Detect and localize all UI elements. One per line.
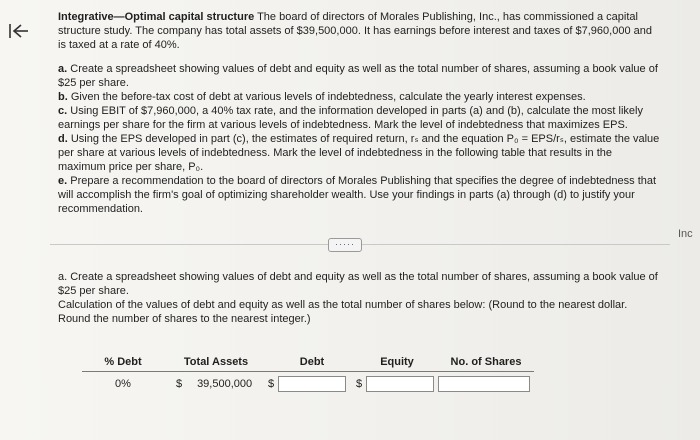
debt-dollar-sign: $ [268, 377, 275, 390]
header-no-of-shares: No. of Shares [438, 354, 534, 372]
part-d-text: Using the EPS developed in part (c), the estimates of required return, rₛ and the equation P₀ = EPS/rₛ, estimate the value per share at various levels of indebtedness. Mark the level of indebtedness in the following table that results in the maximum price per share, P₀. [58, 133, 660, 173]
part-b-text: Given the before-tax cost of debt at various levels of indebtedness, calculate the yearly interest expenses. [67, 91, 586, 103]
header-equity: Equity [356, 354, 438, 372]
back-arrow-icon[interactable] [8, 22, 30, 40]
debt-input[interactable] [278, 376, 346, 392]
part-c-letter: c. [58, 105, 68, 117]
part-d [58, 132, 660, 174]
table-header-row [82, 354, 534, 372]
problem-parts [58, 62, 660, 216]
part-a-text: Create a spreadsheet showing values of debt and equity as well as the total number of shares, assuming a book value of $25 per share. [58, 63, 658, 89]
part-c-text: Using EBIT of $7,960,000, a 40% tax rate, and the information developed in parts (a) and (b), calculate the most likely earnings per share for the firm at various levels of indebtedness. Mark the level of indebtedness that maximizes EPS. [58, 105, 643, 131]
equity-dollar-sign: $ [356, 377, 363, 390]
cell-debt [268, 372, 356, 393]
question-prompt: a. Create a spreadsheet showing values of debt and equity as well as the total number of shares, assuming a book value of $25 per share. [58, 271, 658, 297]
part-e [58, 174, 660, 216]
header-total-assets: Total Assets [164, 354, 268, 372]
calculation-instruction: Calculation of the values of debt and equity as well as the total number of shares below: (Round to the nearest dollar. Round the number of shares to the nearest integer.) [58, 299, 628, 325]
equity-input[interactable] [366, 376, 434, 392]
question-section [58, 270, 658, 326]
problem-intro [58, 10, 660, 52]
total-assets-dollar-sign: $ [176, 378, 183, 390]
table-row [82, 372, 534, 393]
part-d-letter: d. [58, 133, 68, 145]
cell-pct-debt: 0% [115, 378, 131, 390]
expand-more-button[interactable]: ····· [328, 238, 362, 252]
side-panel-tab[interactable]: Inc [678, 228, 693, 240]
shares-input[interactable] [438, 376, 530, 392]
capital-structure-table [82, 354, 534, 392]
cell-no-of-shares [438, 372, 534, 393]
part-b [58, 90, 660, 104]
part-e-text: Prepare a recommendation to the board of directors of Morales Publishing that specifies the degree of indebtedness that will accomplish the firm's goal of optimizing shareholder wealth. Use your findings in parts (a) through (d) to justify your recommendation. [58, 175, 657, 215]
problem-title: Integrative—Optimal capital structure [58, 11, 255, 23]
header-pct-debt: % Debt [82, 354, 164, 372]
part-b-letter: b. [58, 91, 68, 103]
part-a-letter: a. [58, 63, 68, 75]
part-e-letter: e. [58, 175, 68, 187]
part-c [58, 104, 660, 132]
cell-total-assets [164, 372, 268, 393]
problem-intro-text: The board of directors of Morales Publishing, Inc., has commissioned a capital structure study. The company has total assets of $39,500,000. It has earnings before interest and taxes of $7,960,000 and is taxed at a rate of 40%. [58, 11, 652, 51]
problem-statement [58, 10, 660, 216]
cell-equity [356, 372, 438, 393]
header-debt: Debt [268, 354, 356, 372]
total-assets-value: 39,500,000 [197, 378, 253, 390]
part-a [58, 62, 660, 90]
